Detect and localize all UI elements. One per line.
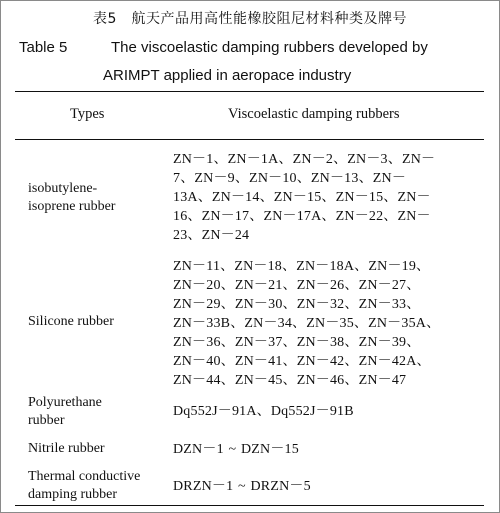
rubber-line: 23、ZN－24 <box>173 228 250 243</box>
rubber-line: ZN－11、ZN－18、ZN－18A、ZN－19、 <box>173 259 431 274</box>
table-bottom-rule <box>15 505 484 506</box>
type-line: Nitrile rubber <box>28 441 105 456</box>
header-types: Types <box>70 106 105 122</box>
rubber-line: DZN－1 ~ DZN－15 <box>173 442 299 457</box>
type-line: damping rubber <box>28 487 118 502</box>
row-type-nitrile <box>28 440 168 458</box>
table-caption-chinese: 表5 航天产品用高性能橡胶阻尼材料种类及牌号 <box>93 11 407 27</box>
row-type-silicone <box>28 313 168 331</box>
rubber-line: ZN－1、ZN－1A、ZN－2、ZN－3、ZN－ <box>173 152 436 167</box>
rubber-line: 16、ZN－17、ZN－17A、ZN－22、ZN－ <box>173 209 431 224</box>
rubber-line: Dq552J－91A、Dq552J－91B <box>173 404 354 419</box>
rubber-line: ZN－40、ZN－41、ZN－42、ZN－42A、 <box>173 354 431 369</box>
type-line: rubber <box>28 413 65 428</box>
table-number-label: Table 5 <box>19 39 68 56</box>
row-type-isobutylene <box>28 180 168 216</box>
type-line: Polyurethane <box>28 395 102 410</box>
rubber-line: ZN－20、ZN－21、ZN－26、ZN－27、 <box>173 278 421 293</box>
row-type-polyurethane <box>28 394 168 430</box>
row-rubbers-isobutylene <box>173 150 473 245</box>
type-line: isobutylene- <box>28 181 98 196</box>
table-header-rule <box>15 139 484 140</box>
rubber-line: 13A、ZN－14、ZN－15、ZN－15、ZN－ <box>173 190 431 205</box>
rubber-line: DRZN－1 ~ DRZN－5 <box>173 479 311 494</box>
type-line: isoprene rubber <box>28 199 116 214</box>
type-line: Silicone rubber <box>28 314 114 329</box>
row-rubbers-thermal <box>173 477 473 496</box>
table-caption-line-2: ARIMPT applied in aeropace industry <box>103 67 352 84</box>
row-rubbers-silicone <box>173 257 473 390</box>
row-rubbers-polyurethane <box>173 402 473 421</box>
type-line: Thermal conductive <box>28 469 141 484</box>
rubber-line: ZN－33B、ZN－34、ZN－35、ZN－35A、 <box>173 316 441 331</box>
rubber-line: ZN－36、ZN－37、ZN－38、ZN－39、 <box>173 335 421 350</box>
row-type-thermal <box>28 468 168 504</box>
table-caption-text-1: The viscoelastic damping rubbers developed by <box>111 39 428 56</box>
header-rubbers: Viscoelastic damping rubbers <box>228 106 400 122</box>
row-rubbers-nitrile <box>173 440 473 459</box>
rubber-line: ZN－29、ZN－30、ZN－32、ZN－33、 <box>173 297 421 312</box>
rubber-line: ZN－44、ZN－45、ZN－46、ZN－47 <box>173 373 407 388</box>
rubber-line: 7、ZN－9、ZN－10、ZN－13、ZN－ <box>173 171 407 186</box>
